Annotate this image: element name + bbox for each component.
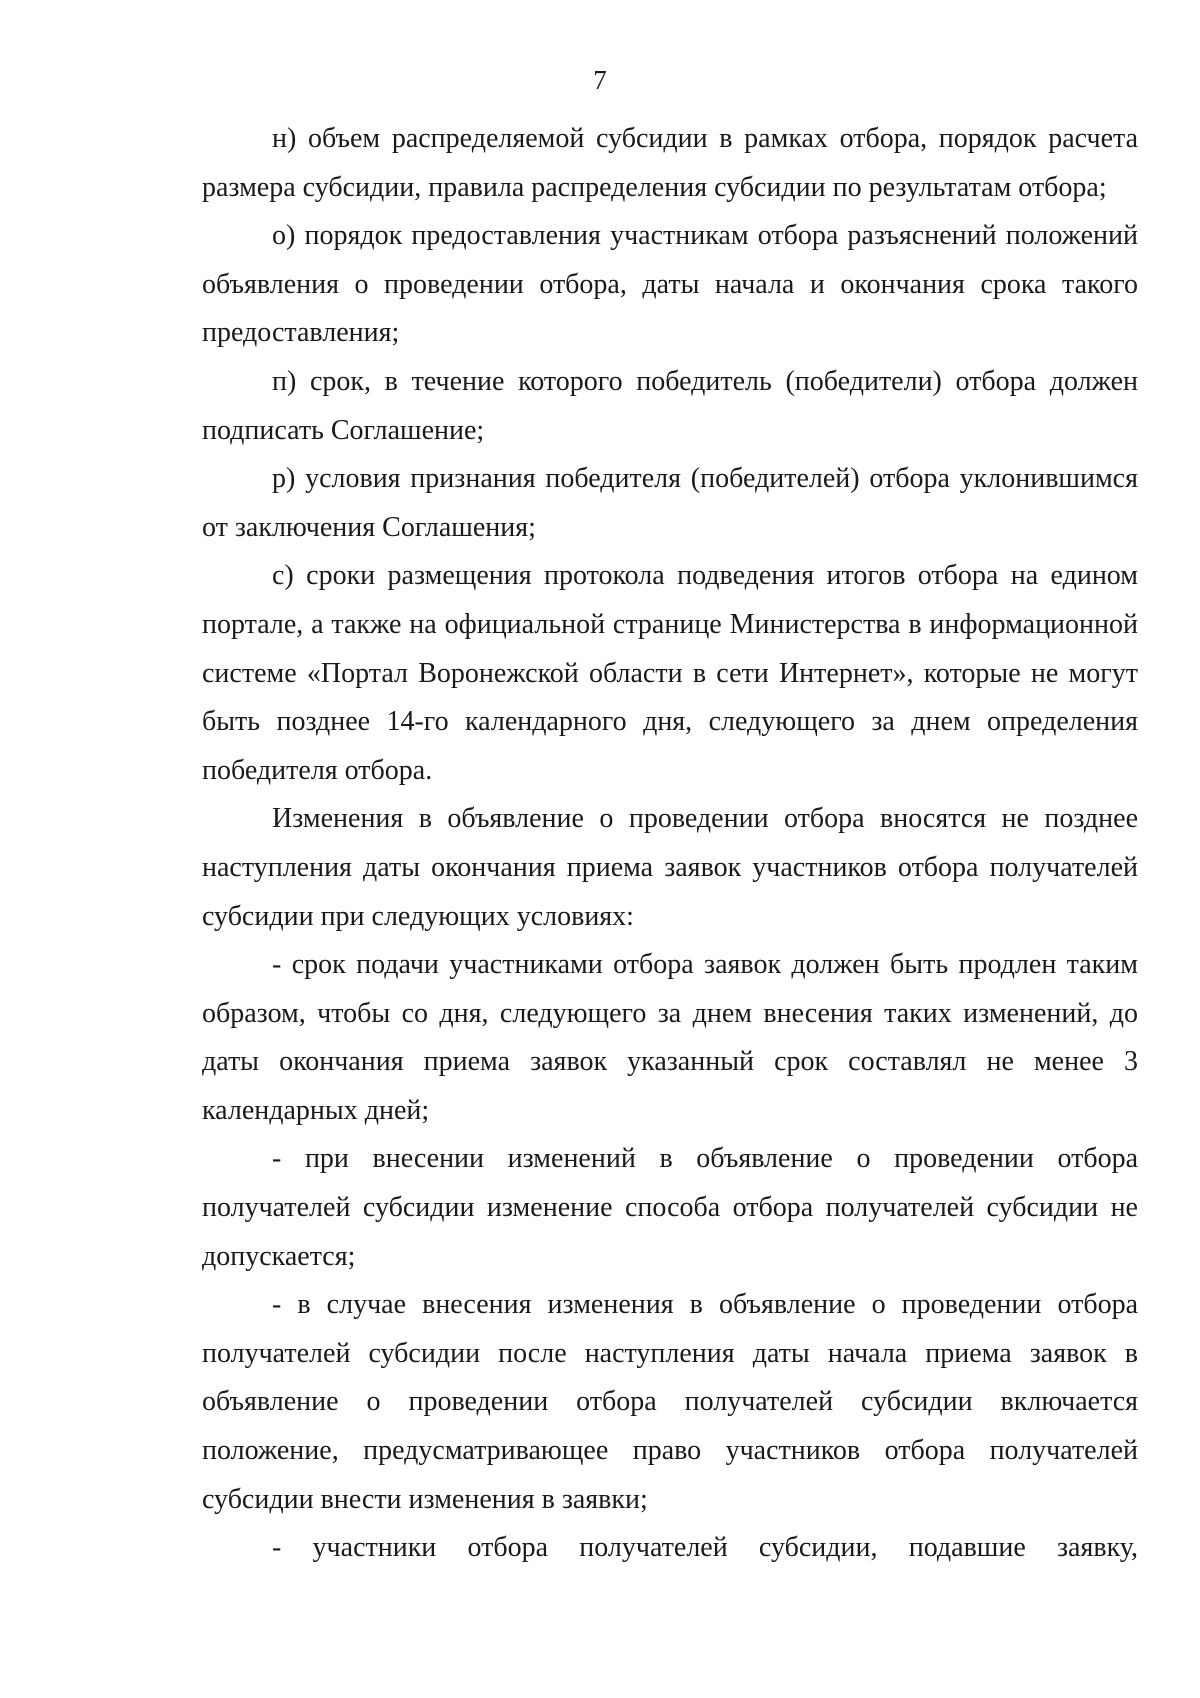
paragraph-r: р) условия признания победителя (победителей) отбора уклонившимся от заключения Соглашения; <box>202 463 1138 543</box>
paragraph-condition-participants: - участники отбора получателей субсидии, подавшие заявку, <box>272 1532 1138 1564</box>
paragraph-condition-deadline: - срок подачи участниками отбора заявок должен быть продлен таким образом, чтобы со дня, следующего за днем внесения таких изменений, до даты окончания приема заявок указанный срок составлял не менее 3 календарных дней; <box>202 949 1138 1126</box>
paragraph-p: п) срок, в течение которого победитель (победители) отбора должен подписать Соглашение; <box>202 365 1138 446</box>
paragraph-condition-method: - при внесении изменений в объявление о проведении отбора получателей субсидии изменение способа отбора получателей субсидии не допускается; <box>202 1143 1138 1272</box>
paragraph-o: о) порядок предоставления участникам отбора разъяснений положений объявления о проведении отбора, даты начала и окончания срока такого предоставления; <box>202 220 1138 349</box>
document-body <box>202 115 1138 1573</box>
paragraph-changes-intro: Изменения в объявление о проведении отбора вносятся не позднее наступления даты окончания приема заявок участников отбора получателей субсидии при следующих условиях: <box>202 803 1138 932</box>
page-number: 7 <box>593 65 607 95</box>
paragraph-s: с) сроки размещения протокола подведения итогов отбора на едином портале, а также на официальной странице Министерства в информационной системе «Портал Воронежской области в сети Интернет», которые не могут быть позднее 14-го календарного дня, следующего за днем определения победителя отбора. <box>202 560 1138 786</box>
paragraph-n: н) объем распределяемой субсидии в рамках отбора, порядок расчета размера субсидии, правила распределения субсидии по результатам отбора; <box>202 123 1138 203</box>
paragraph-condition-amendments: - в случае внесения изменения в объявление о проведении отбора получателей субсидии после наступления даты начала приема заявок в объявление о проведении отбора получателей субсидии включается положение, предусматривающее право участников отбора получателей субсидии внести изменения в заявки; <box>202 1289 1138 1515</box>
